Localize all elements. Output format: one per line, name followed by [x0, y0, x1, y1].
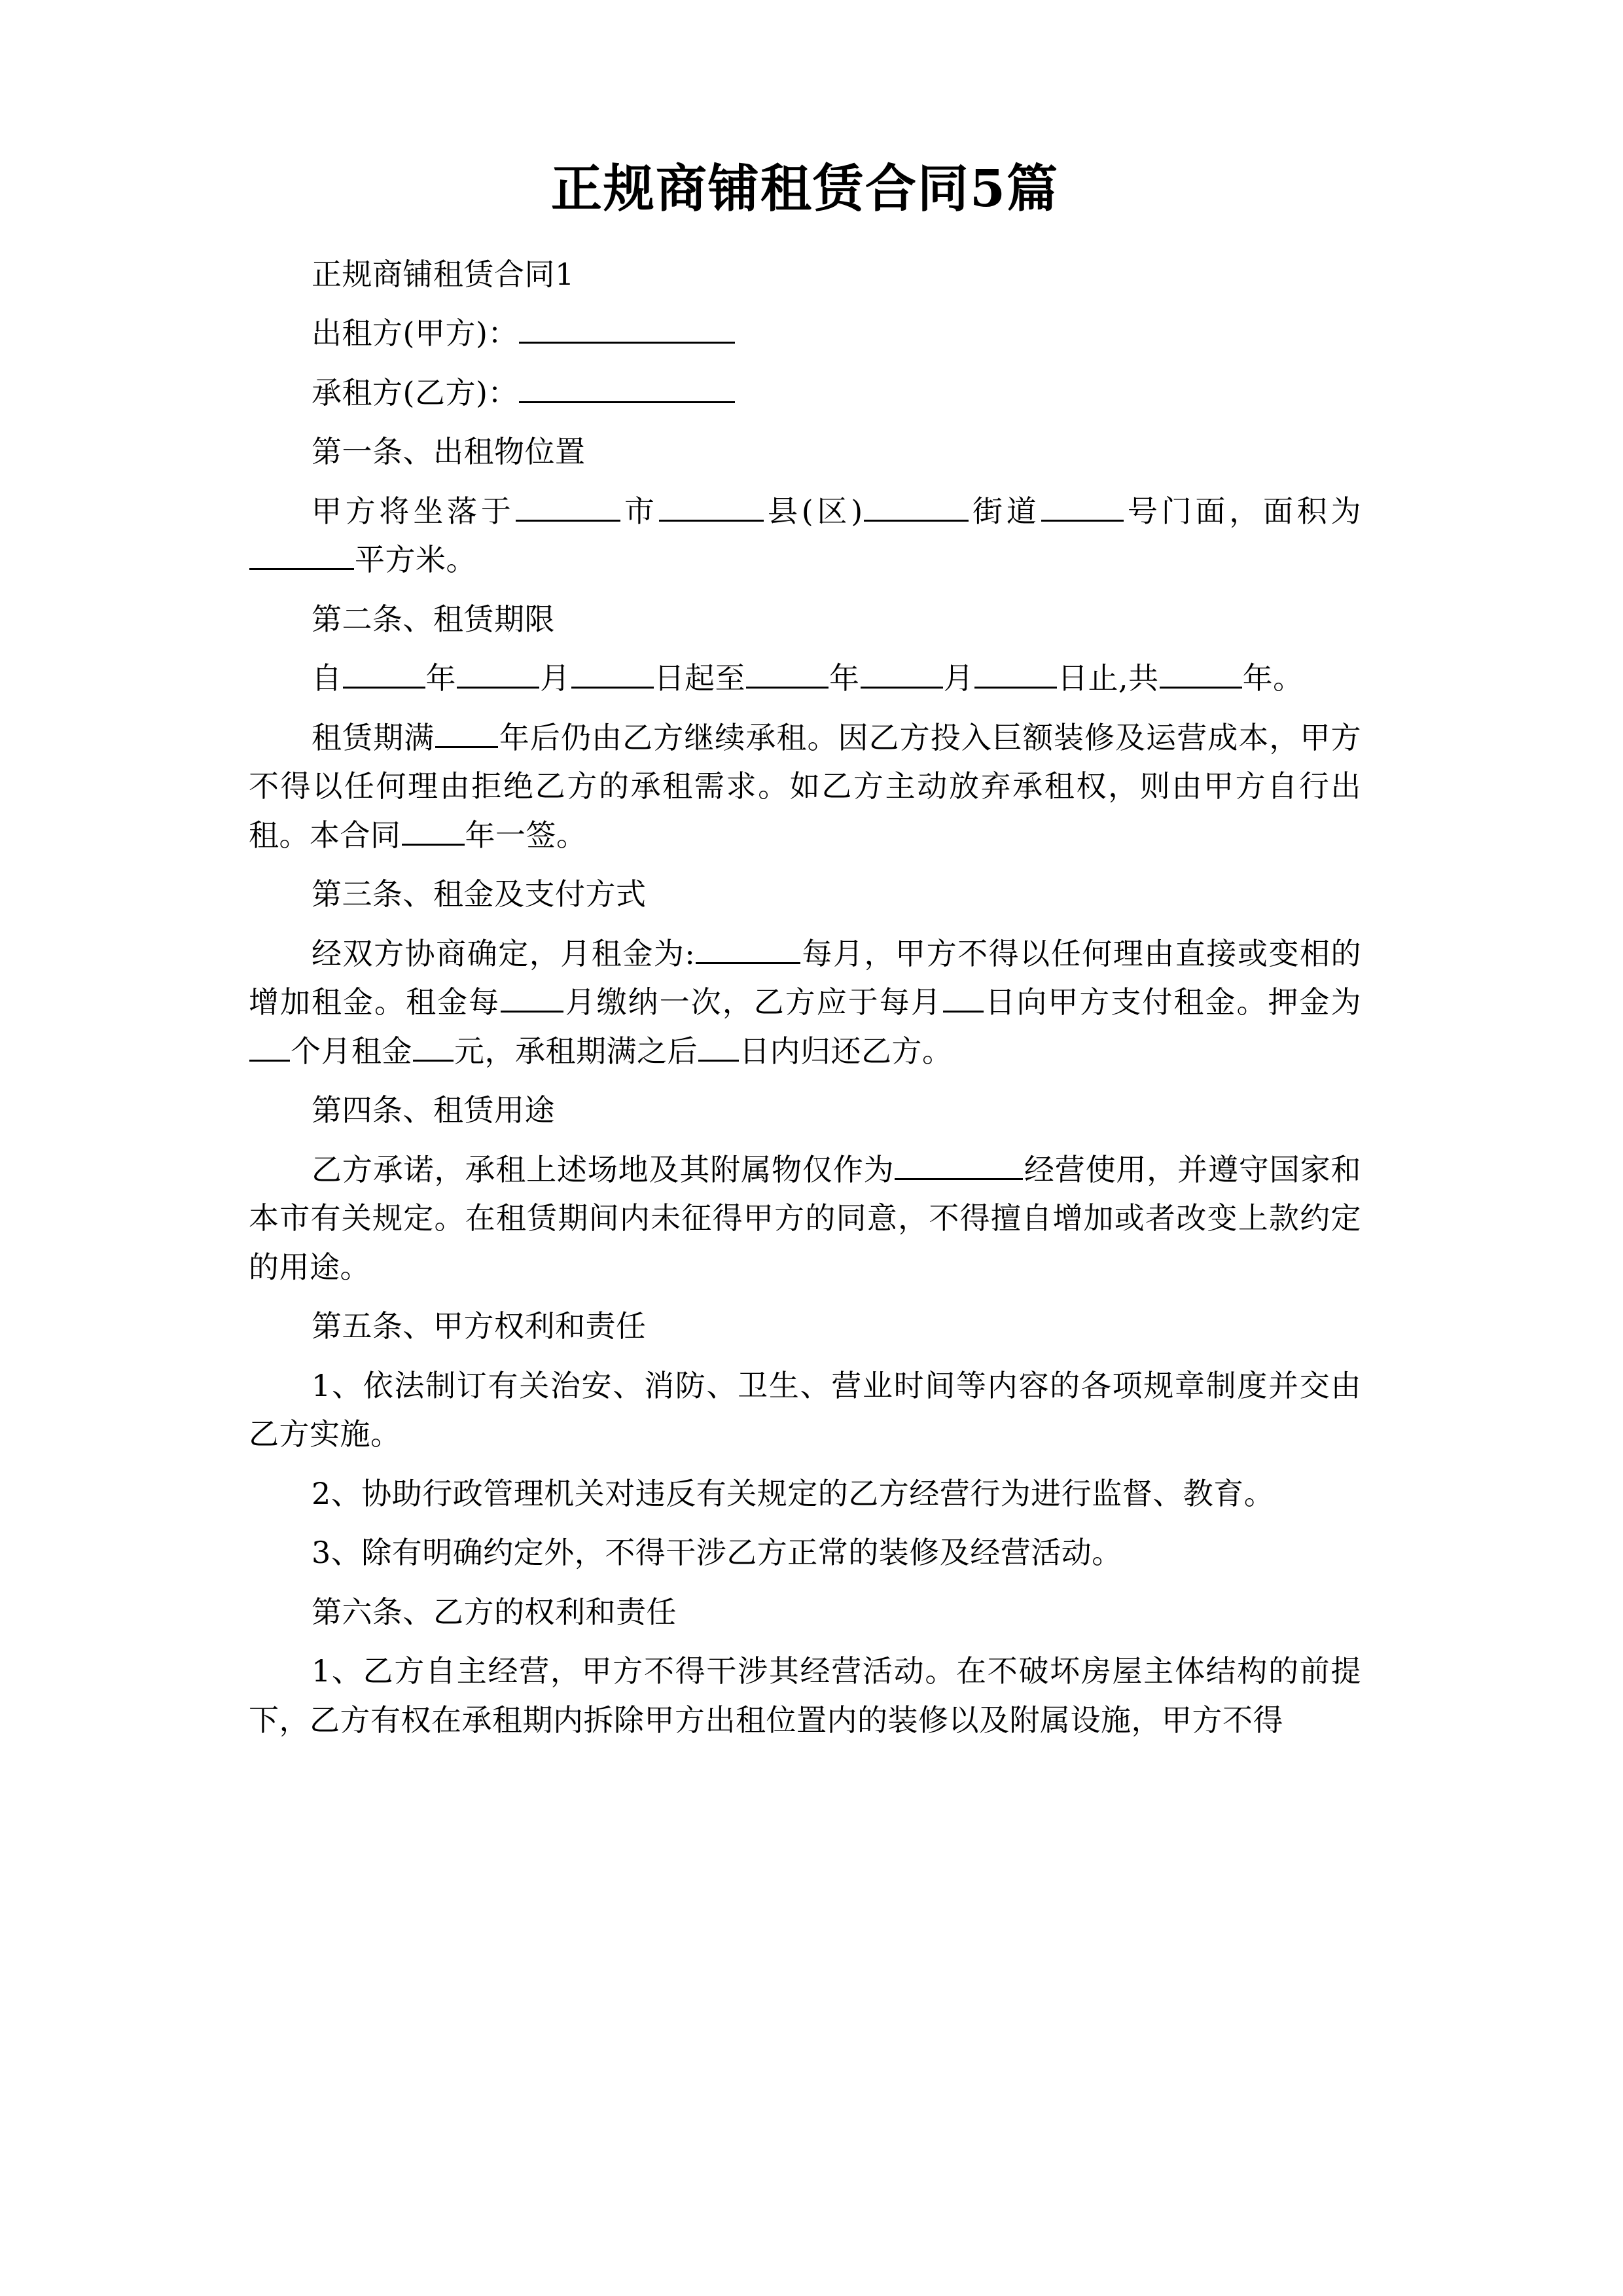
a2-blank-renew-years	[435, 717, 498, 748]
a3-blank-monthly-rent	[696, 933, 800, 964]
a3-blank-pay-day	[943, 981, 984, 1013]
a3-seg-2: 每月，甲方不得以任何理由直接或变相的增加租金。租金每	[249, 935, 1362, 1020]
a3-seg-7: 日内归还乙方。	[740, 1033, 953, 1069]
lessor-label: 出租方(甲方)：	[312, 315, 518, 351]
lessor-blank	[519, 312, 735, 344]
document-content	[249, 157, 1361, 1755]
a2-blank-total-years	[1160, 657, 1242, 689]
article-3-body	[249, 929, 1361, 1076]
article-5-heading: 第五条、甲方权利和责任	[312, 1308, 647, 1344]
a2-seg-3: 月	[540, 660, 571, 696]
a3-blank-deposit-months	[249, 1030, 290, 1062]
a4-seg-1: 乙方承诺，承租上述场地及其附属物仅作为	[312, 1151, 895, 1187]
page-title: 正规商铺租赁合同5篇	[550, 159, 1060, 219]
document-subtitle: 正规商铺租赁合同1	[312, 256, 575, 292]
a1-seg-3: 县(区)	[764, 493, 863, 529]
a3-blank-pay-period	[501, 981, 563, 1013]
a3-seg-5: 个月租金	[291, 1033, 412, 1069]
a2-seg-7: 日止,共	[1058, 660, 1159, 696]
a2-blank-end-month	[861, 657, 943, 689]
a3-seg-1: 经双方协商确定，月租金为:	[312, 935, 696, 971]
a3-seg-3: 月缴纳一次，乙方应于每月	[564, 984, 942, 1020]
a2-seg-4: 日起至	[654, 660, 745, 696]
lessee-blank	[519, 371, 735, 403]
a2-blank-start-month	[457, 657, 539, 689]
a2-blank-start-year	[343, 657, 425, 689]
a2-blank-end-year	[746, 657, 829, 689]
a1-blank-county	[659, 490, 764, 521]
article-6-heading: 第六条、乙方的权利和责任	[312, 1594, 677, 1630]
a1-seg-1: 甲方将坐落于	[312, 493, 515, 529]
article-5-item-3: 3、除有明确约定外，不得干涉乙方正常的装修及经营活动。	[312, 1535, 1122, 1571]
article-2-heading: 第二条、租赁期限	[312, 601, 555, 637]
a2-renew-seg-2: 年后仍由乙方继续承租。因乙方投入巨额装修及运营成本，甲方不得以任何理由拒绝乙方的承租需求。如乙方主动放弃承租权，则由甲方自行出租。本合同	[249, 719, 1361, 853]
article-6-item-1: 1、乙方自主经营，甲方不得干涉其经营活动。在不破坏房屋主体结构的前提下，乙方有权在承租期内拆除甲方出租位置内的装修以及附属设施，甲方不得	[249, 1653, 1361, 1738]
a4-seg-2: 经营使用，并遵守国家和本市有关规定。在租赁期间内未征得甲方的同意，不得擅自增加或者改变上款约定的用途。	[249, 1151, 1362, 1285]
lessor-line	[249, 309, 1361, 358]
article-4-body	[249, 1145, 1361, 1292]
article-5-item-2: 2、协助行政管理机关对违反有关规定的乙方经营行为进行监督、教育。	[312, 1475, 1275, 1511]
a1-blank-area	[249, 539, 354, 570]
a1-seg-2: 市	[620, 493, 658, 529]
article-2-renewal	[249, 713, 1361, 860]
a2-blank-end-day	[974, 657, 1057, 689]
article-1-heading: 第一条、出租物位置	[312, 434, 586, 470]
a1-blank-number	[1041, 490, 1124, 521]
article-2-term-line	[249, 654, 1361, 703]
a3-seg-4: 日向甲方支付租金。押金为	[984, 984, 1362, 1020]
a3-blank-refund-days	[698, 1030, 739, 1062]
a2-seg-2: 年	[425, 660, 456, 696]
a3-blank-deposit-amount	[413, 1030, 454, 1062]
a3-seg-6: 元，承租期满之后	[454, 1033, 698, 1069]
a2-seg-6: 月	[943, 660, 974, 696]
a2-renew-seg-3: 年一签。	[465, 817, 587, 853]
a1-seg-6: 平方米。	[355, 542, 476, 578]
a2-seg-1: 自	[312, 660, 342, 696]
a2-blank-contract-years	[402, 814, 465, 846]
article-5-item-1: 1、依法制订有关治安、消防、卫生、营业时间等内容的各项规章制度并交由乙方实施。	[249, 1367, 1361, 1452]
a4-blank-business-type	[895, 1149, 1023, 1180]
a1-blank-street	[864, 490, 969, 521]
lessee-label: 承租方(乙方)：	[312, 374, 518, 410]
article-4-heading: 第四条、租赁用途	[312, 1092, 555, 1128]
a1-blank-city	[516, 490, 620, 521]
a1-seg-4: 街道	[969, 493, 1041, 529]
a2-blank-start-day	[571, 657, 654, 689]
a1-seg-5: 号门面，面积为	[1124, 493, 1362, 529]
article-1-body	[249, 487, 1361, 584]
a2-seg-5: 年	[829, 660, 860, 696]
article-3-heading: 第三条、租金及支付方式	[312, 876, 647, 912]
a2-seg-8: 年。	[1242, 660, 1304, 696]
a2-renew-seg-1: 租赁期满	[312, 719, 435, 755]
lessee-line	[249, 368, 1361, 418]
